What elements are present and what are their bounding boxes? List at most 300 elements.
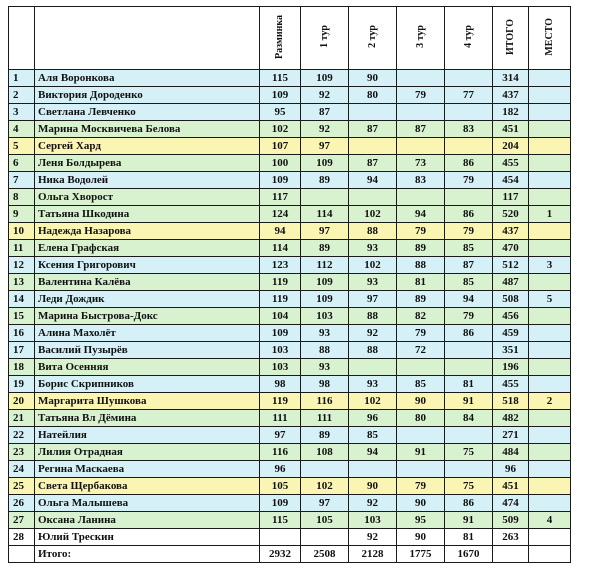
score-warmup: 97 (260, 427, 301, 444)
score-warmup: 105 (260, 478, 301, 495)
score-total: 204 (493, 138, 529, 155)
score-tour-2: 90 (349, 70, 397, 87)
score-total: 455 (493, 155, 529, 172)
table-row (9, 87, 571, 104)
place: 5 (529, 291, 571, 308)
place (529, 121, 571, 138)
score-tour-4 (445, 104, 493, 121)
score-total: 437 (493, 87, 529, 104)
score-tour-3 (397, 461, 445, 478)
place: 2 (529, 393, 571, 410)
score-tour-2: 102 (349, 393, 397, 410)
row-number: 10 (9, 223, 35, 240)
score-total: 271 (493, 427, 529, 444)
score-tour-1: 92 (301, 121, 349, 138)
score-total: 96 (493, 461, 529, 478)
score-tour-2: 92 (349, 325, 397, 342)
score-tour-2 (349, 461, 397, 478)
score-tour-1: 105 (301, 512, 349, 529)
score-tour-2 (349, 359, 397, 376)
score-tour-1: 109 (301, 291, 349, 308)
table-row (9, 308, 571, 325)
participant-name: Ника Водолей (35, 172, 260, 189)
row-number: 26 (9, 495, 35, 512)
score-tour-3: 82 (397, 308, 445, 325)
row-number: 20 (9, 393, 35, 410)
participant-name: Ксения Григорович (35, 257, 260, 274)
score-tour-3: 90 (397, 393, 445, 410)
row-number: 21 (9, 410, 35, 427)
score-tour-4: 84 (445, 410, 493, 427)
place (529, 376, 571, 393)
score-tour-2: 93 (349, 240, 397, 257)
score-warmup: 107 (260, 138, 301, 155)
score-tour-3: 89 (397, 291, 445, 308)
score-tour-1: 97 (301, 495, 349, 512)
score-tour-3: 79 (397, 87, 445, 104)
score-tour-4: 79 (445, 172, 493, 189)
score-tour-4 (445, 189, 493, 206)
score-total: 474 (493, 495, 529, 512)
score-tour-1: 108 (301, 444, 349, 461)
score-total: 508 (493, 291, 529, 308)
score-tour-4: 86 (445, 155, 493, 172)
table-row (9, 376, 571, 393)
score-tour-2: 90 (349, 478, 397, 495)
score-warmup: 116 (260, 444, 301, 461)
row-number: 3 (9, 104, 35, 121)
participant-name: Регина Маскаева (35, 461, 260, 478)
score-tour-3: 79 (397, 325, 445, 342)
score-tour-4: 94 (445, 291, 493, 308)
participant-name: Маргарита Шушкова (35, 393, 260, 410)
score-tour-4: 79 (445, 223, 493, 240)
row-number: 16 (9, 325, 35, 342)
score-tour-2: 92 (349, 529, 397, 546)
participant-name: Марина Быстрова-Докс (35, 308, 260, 325)
score-warmup: 96 (260, 461, 301, 478)
score-total: 263 (493, 529, 529, 546)
totals-tour-2: 2128 (349, 546, 397, 563)
score-tour-4 (445, 461, 493, 478)
table-row (9, 104, 571, 121)
table-header (9, 7, 571, 70)
score-tour-4: 91 (445, 393, 493, 410)
score-tour-2: 87 (349, 155, 397, 172)
place: 1 (529, 206, 571, 223)
place: 3 (529, 257, 571, 274)
participant-name: Надежда Назарова (35, 223, 260, 240)
score-total: 482 (493, 410, 529, 427)
header-place: МЕСТО (529, 7, 571, 70)
score-tour-4: 86 (445, 325, 493, 342)
place (529, 410, 571, 427)
table-row (9, 444, 571, 461)
score-tour-4: 79 (445, 308, 493, 325)
place (529, 308, 571, 325)
participant-name: Юлий Трескин (35, 529, 260, 546)
table-row (9, 359, 571, 376)
score-tour-1: 88 (301, 342, 349, 359)
score-total: 518 (493, 393, 529, 410)
score-total: 451 (493, 478, 529, 495)
score-tour-3 (397, 359, 445, 376)
score-tour-3: 88 (397, 257, 445, 274)
table-row (9, 325, 571, 342)
participant-name: Натейлия (35, 427, 260, 444)
score-tour-4: 77 (445, 87, 493, 104)
score-tour-4: 91 (445, 512, 493, 529)
score-tour-1: 93 (301, 359, 349, 376)
participant-name: Виктория Дороденко (35, 87, 260, 104)
participant-name: Ольга Хворост (35, 189, 260, 206)
score-tour-4: 81 (445, 376, 493, 393)
score-tour-3: 91 (397, 444, 445, 461)
score-warmup: 95 (260, 104, 301, 121)
row-number: 28 (9, 529, 35, 546)
score-tour-1: 111 (301, 410, 349, 427)
score-tour-2 (349, 189, 397, 206)
row-number: 1 (9, 70, 35, 87)
score-tour-1: 102 (301, 478, 349, 495)
score-tour-2: 88 (349, 342, 397, 359)
participant-name: Леня Болдырева (35, 155, 260, 172)
place: 4 (529, 512, 571, 529)
table-row (9, 223, 571, 240)
place (529, 529, 571, 546)
score-tour-1: 92 (301, 87, 349, 104)
score-warmup: 98 (260, 376, 301, 393)
participant-name: Валентина Калёва (35, 274, 260, 291)
participant-name: Алина Махолёт (35, 325, 260, 342)
score-tour-4 (445, 138, 493, 155)
score-warmup: 109 (260, 325, 301, 342)
score-tour-3: 83 (397, 172, 445, 189)
participant-name: Сергей Хард (35, 138, 260, 155)
score-tour-3: 95 (397, 512, 445, 529)
score-tour-1: 112 (301, 257, 349, 274)
score-tour-1 (301, 189, 349, 206)
score-tour-2: 88 (349, 223, 397, 240)
score-tour-4: 87 (445, 257, 493, 274)
place (529, 223, 571, 240)
score-tour-4: 81 (445, 529, 493, 546)
place (529, 104, 571, 121)
score-warmup: 115 (260, 512, 301, 529)
score-warmup: 119 (260, 274, 301, 291)
score-warmup: 114 (260, 240, 301, 257)
score-tour-3: 94 (397, 206, 445, 223)
score-tour-1: 109 (301, 274, 349, 291)
score-total: 487 (493, 274, 529, 291)
score-tour-2: 80 (349, 87, 397, 104)
row-number: 24 (9, 461, 35, 478)
table-row (9, 410, 571, 427)
place (529, 274, 571, 291)
score-warmup: 119 (260, 393, 301, 410)
score-warmup: 123 (260, 257, 301, 274)
score-total: 512 (493, 257, 529, 274)
row-number: 9 (9, 206, 35, 223)
score-warmup: 124 (260, 206, 301, 223)
table-row (9, 427, 571, 444)
score-warmup: 103 (260, 359, 301, 376)
score-warmup: 119 (260, 291, 301, 308)
participant-name: Борис Скрипников (35, 376, 260, 393)
score-warmup: 109 (260, 172, 301, 189)
totals-tour-3: 1775 (397, 546, 445, 563)
header-tour-4: 4 тур (445, 7, 493, 70)
table-row (9, 393, 571, 410)
row-number: 4 (9, 121, 35, 138)
score-warmup: 104 (260, 308, 301, 325)
participant-name: Светлана Левченко (35, 104, 260, 121)
place (529, 325, 571, 342)
totals-tour-1: 2508 (301, 546, 349, 563)
score-tour-4 (445, 359, 493, 376)
score-total: 314 (493, 70, 529, 87)
score-tour-3 (397, 189, 445, 206)
row-number: 15 (9, 308, 35, 325)
score-tour-4: 86 (445, 495, 493, 512)
score-tour-3: 72 (397, 342, 445, 359)
score-total: 182 (493, 104, 529, 121)
score-tour-1: 97 (301, 223, 349, 240)
table-row (9, 138, 571, 155)
row-number: 7 (9, 172, 35, 189)
score-total: 437 (493, 223, 529, 240)
header-total: ИТОГО (493, 7, 529, 70)
row-number: 2 (9, 87, 35, 104)
score-tour-1 (301, 461, 349, 478)
totals-index (9, 546, 35, 563)
score-tour-1: 89 (301, 172, 349, 189)
header-warmup: Разминка (260, 7, 301, 70)
score-tour-1: 109 (301, 155, 349, 172)
score-total: 509 (493, 512, 529, 529)
participant-name: Василий Пузырёв (35, 342, 260, 359)
participant-name: Татьяна Вл Дёмина (35, 410, 260, 427)
score-tour-2: 94 (349, 444, 397, 461)
place (529, 495, 571, 512)
score-tour-4: 85 (445, 274, 493, 291)
score-total: 484 (493, 444, 529, 461)
place (529, 444, 571, 461)
place (529, 461, 571, 478)
score-total: 456 (493, 308, 529, 325)
participant-name: Леди Дождик (35, 291, 260, 308)
row-number: 6 (9, 155, 35, 172)
place (529, 427, 571, 444)
score-tour-2: 102 (349, 257, 397, 274)
score-total: 470 (493, 240, 529, 257)
score-tour-4: 86 (445, 206, 493, 223)
score-tour-3: 79 (397, 478, 445, 495)
score-total: 455 (493, 376, 529, 393)
score-tour-2 (349, 138, 397, 155)
score-warmup: 109 (260, 87, 301, 104)
participant-name: Вита Осенняя (35, 359, 260, 376)
score-tour-3: 89 (397, 240, 445, 257)
score-total: 459 (493, 325, 529, 342)
table-row (9, 461, 571, 478)
participant-name: Ольга Малышева (35, 495, 260, 512)
row-number: 25 (9, 478, 35, 495)
totals-place (529, 546, 571, 563)
place (529, 342, 571, 359)
score-total: 454 (493, 172, 529, 189)
score-tour-1: 89 (301, 240, 349, 257)
place (529, 240, 571, 257)
place (529, 172, 571, 189)
score-tour-1: 103 (301, 308, 349, 325)
place (529, 87, 571, 104)
score-tour-1: 98 (301, 376, 349, 393)
score-tour-2: 85 (349, 427, 397, 444)
results-sheet (8, 6, 571, 563)
table-row (9, 189, 571, 206)
score-warmup: 103 (260, 342, 301, 359)
score-tour-3: 81 (397, 274, 445, 291)
participant-name: Марина Москвичева Белова (35, 121, 260, 138)
score-tour-1: 109 (301, 70, 349, 87)
row-number: 8 (9, 189, 35, 206)
totals-tour-4: 1670 (445, 546, 493, 563)
score-warmup: 109 (260, 495, 301, 512)
score-total: 520 (493, 206, 529, 223)
participant-name: Оксана Ланина (35, 512, 260, 529)
score-tour-3 (397, 138, 445, 155)
score-tour-3: 90 (397, 495, 445, 512)
score-tour-3: 85 (397, 376, 445, 393)
participant-name: Света Щербакова (35, 478, 260, 495)
score-tour-4 (445, 427, 493, 444)
score-warmup: 111 (260, 410, 301, 427)
participant-name: Елена Графская (35, 240, 260, 257)
table-row (9, 478, 571, 495)
score-tour-2: 92 (349, 495, 397, 512)
score-tour-3: 73 (397, 155, 445, 172)
place (529, 155, 571, 172)
totals-row (9, 546, 571, 563)
score-total: 196 (493, 359, 529, 376)
score-tour-1: 87 (301, 104, 349, 121)
header-tour-3: 3 тур (397, 7, 445, 70)
score-tour-1 (301, 529, 349, 546)
table-row (9, 155, 571, 172)
row-number: 19 (9, 376, 35, 393)
table-row (9, 495, 571, 512)
place (529, 70, 571, 87)
score-warmup: 100 (260, 155, 301, 172)
score-tour-2: 97 (349, 291, 397, 308)
participant-name: Лилия Отрадная (35, 444, 260, 461)
score-tour-4: 75 (445, 478, 493, 495)
table-row (9, 529, 571, 546)
score-warmup: 115 (260, 70, 301, 87)
place (529, 359, 571, 376)
place (529, 478, 571, 495)
score-tour-2: 93 (349, 274, 397, 291)
score-total: 451 (493, 121, 529, 138)
score-tour-3: 87 (397, 121, 445, 138)
table-row (9, 206, 571, 223)
score-total: 117 (493, 189, 529, 206)
score-tour-4 (445, 70, 493, 87)
table-row (9, 342, 571, 359)
score-tour-3 (397, 104, 445, 121)
score-warmup: 102 (260, 121, 301, 138)
score-tour-2: 88 (349, 308, 397, 325)
score-tour-1: 116 (301, 393, 349, 410)
row-number: 27 (9, 512, 35, 529)
score-tour-3: 79 (397, 223, 445, 240)
score-tour-3 (397, 427, 445, 444)
score-tour-2 (349, 104, 397, 121)
score-tour-3 (397, 70, 445, 87)
score-tour-2: 94 (349, 172, 397, 189)
score-tour-4: 75 (445, 444, 493, 461)
table-row (9, 291, 571, 308)
score-total: 351 (493, 342, 529, 359)
row-number: 22 (9, 427, 35, 444)
score-tour-2: 93 (349, 376, 397, 393)
score-tour-1: 89 (301, 427, 349, 444)
score-tour-3: 80 (397, 410, 445, 427)
header-index (9, 7, 35, 70)
score-tour-1: 114 (301, 206, 349, 223)
score-tour-4: 83 (445, 121, 493, 138)
score-tour-2: 96 (349, 410, 397, 427)
score-tour-2: 87 (349, 121, 397, 138)
table-row (9, 121, 571, 138)
score-tour-2: 103 (349, 512, 397, 529)
row-number: 11 (9, 240, 35, 257)
score-tour-2: 102 (349, 206, 397, 223)
row-number: 13 (9, 274, 35, 291)
totals-total (493, 546, 529, 563)
score-warmup: 117 (260, 189, 301, 206)
row-number: 17 (9, 342, 35, 359)
score-tour-1: 97 (301, 138, 349, 155)
header-tour-1: 1 тур (301, 7, 349, 70)
table-body (9, 70, 571, 563)
participant-name: Татьяна Шкодина (35, 206, 260, 223)
table-row (9, 257, 571, 274)
results-table (8, 6, 571, 563)
score-warmup: 94 (260, 223, 301, 240)
header-tour-2: 2 тур (349, 7, 397, 70)
table-row (9, 70, 571, 87)
table-row (9, 274, 571, 291)
row-number: 12 (9, 257, 35, 274)
table-row (9, 240, 571, 257)
score-tour-4 (445, 342, 493, 359)
table-row (9, 512, 571, 529)
row-number: 18 (9, 359, 35, 376)
row-number: 23 (9, 444, 35, 461)
totals-label: Итого: (35, 546, 260, 563)
table-row (9, 172, 571, 189)
header-name (35, 7, 260, 70)
totals-warmup: 2932 (260, 546, 301, 563)
row-number: 14 (9, 291, 35, 308)
row-number: 5 (9, 138, 35, 155)
score-tour-3: 90 (397, 529, 445, 546)
score-tour-1: 93 (301, 325, 349, 342)
score-tour-4: 85 (445, 240, 493, 257)
place (529, 138, 571, 155)
